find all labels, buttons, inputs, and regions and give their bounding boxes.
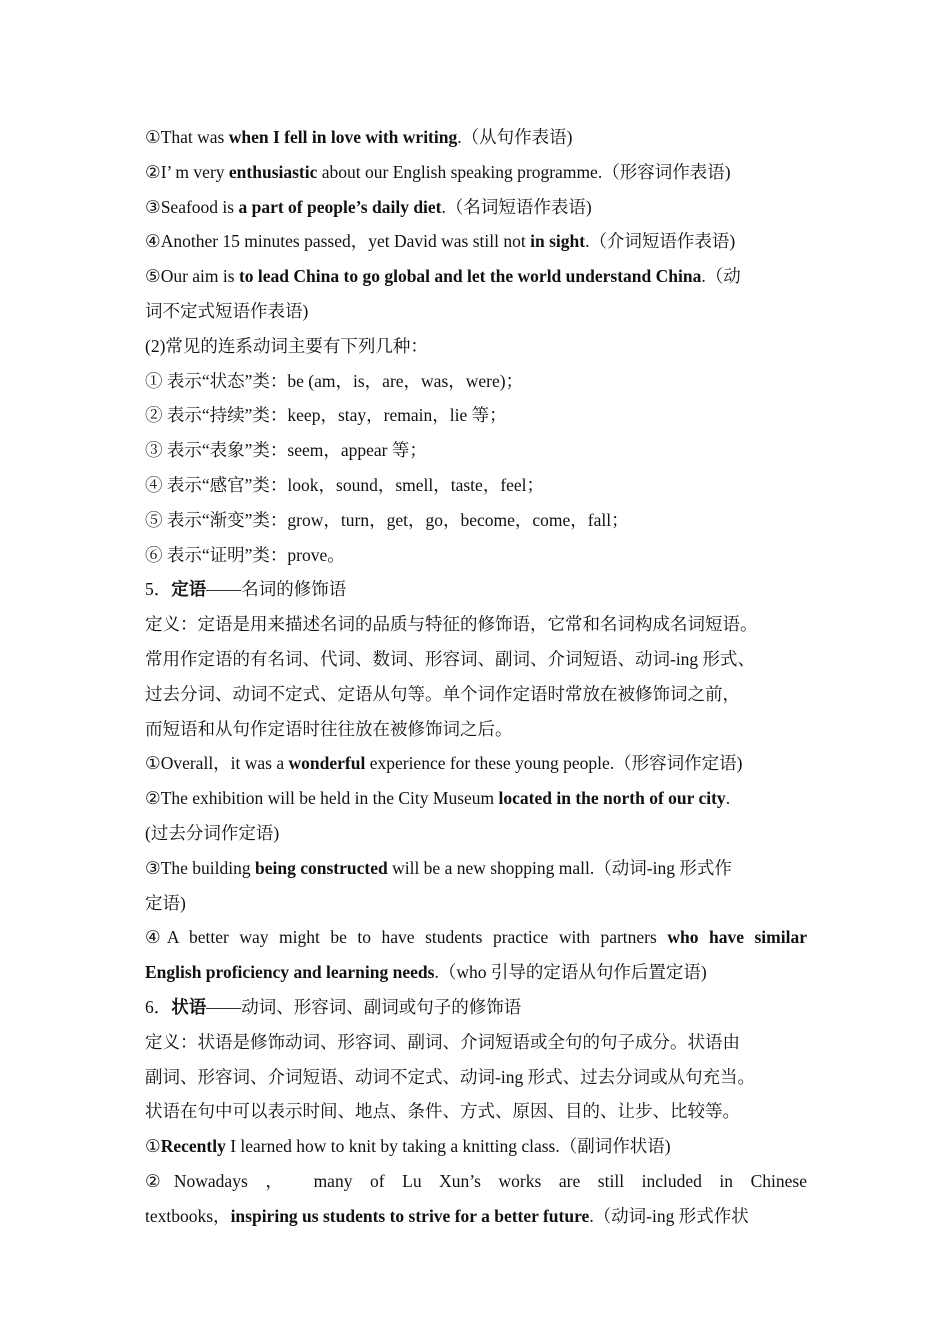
example-note: I learned how to knit by taking a knitting class.（副词作状语) [225,1136,671,1157]
linking-verb-item: ⑤ 表示“渐变”类：grow，turn，get，go，become，come，fall； [145,509,629,530]
predicative-example-5-continued: 词不定式短语作表语) [145,300,309,321]
example-number: ② [145,788,161,809]
example-text: Overall，it was a [160,753,289,774]
linking-verbs-heading: (2)常见的连系动词主要有下列几种： [145,335,428,356]
example-text: Our aim is [160,266,239,287]
predicative-example-3 [145,190,807,225]
attributive-example-2-continued: (过去分词作定语) [145,822,280,843]
example-bold: enthusiastic [228,161,318,182]
adverbial-example-2 [145,1164,807,1199]
definition-line: 而短语和从句作定语时往往放在被修饰词之后。 [145,718,513,739]
attributive-example-1 [145,746,807,781]
example-number: ④ [145,927,167,948]
example-note: .（动词-ing 形式作状 [589,1205,749,1226]
example-bold: in sight [530,231,586,252]
example-bold: to lead China to go global and let the world understand China [238,266,702,287]
example-text: Seafood is [160,196,239,217]
example-text: The exhibition will be held in the City Museum [160,788,499,809]
section-number: 6． [145,996,172,1017]
example-number: ① [145,1136,161,1157]
adverbial-example-2-continued [145,1199,807,1234]
linking-verb-item: ③ 表示“表象”类：seem，appear 等； [145,440,427,461]
example-number: ③ [145,857,161,878]
linking-verb-item: ④ 表示“感官”类：look，sound，smell，taste，feel； [145,474,545,495]
example-text: That was [160,127,229,147]
section-subtitle: ——动词、形容词、副词或句子的修饰语 [206,996,522,1017]
example-text: Nowadays ， many of Lu Xun’s works are still included in Chinese [173,1170,807,1191]
example-number: ① [145,753,161,774]
example-note: about our English speaking programme.（形容词作表语) [317,161,731,182]
example-number: ④ [145,231,161,252]
definition-line: 定义：定语是用来描述名词的品质与特征的修饰语，它常和名词构成名词短语。 [145,614,758,635]
example-text: A better way might be to have students practice with partners [166,927,668,948]
example-note: experience for these young people.（形容词作定语) [365,753,743,774]
example-bold: who have similar [667,927,807,948]
section-heading-attributive [145,572,807,607]
section-subtitle: ——名词的修饰语 [206,579,347,600]
document-page [145,120,807,1234]
definition-line: 状语在句中可以表示时间、地点、条件、方式、原因、目的、让步、比较等。 [145,1101,740,1122]
example-bold: Recently [160,1136,226,1157]
linking-verb-item: ② 表示“持续”类：keep，stay，remain，lie 等； [145,405,507,426]
example-note: will be a new shopping mall.（动词-ing 形式作 [387,857,732,878]
example-text: I’ m very [160,161,229,182]
example-bold: located in the north of our city [498,788,726,809]
adverbial-example-1 [145,1129,807,1164]
attributive-example-2 [145,781,807,816]
example-note: .（从句作表语) [457,127,573,147]
example-number: ② [145,161,161,182]
predicative-example-5 [145,259,807,294]
definition-line: 副词、形容词、介词短语、动词不定式、动词-ing 形式、过去分词或从句充当。 [145,1066,756,1087]
section-term: 定语 [171,579,207,600]
example-bold: being constructed [255,857,388,878]
linking-verb-item: ① 表示“状态”类：be (am，is，are，was，were)； [145,370,524,391]
example-text: Another 15 minutes passed，yet David was still not [160,231,531,252]
example-bold: a part of people’s daily diet [238,196,442,217]
example-note: . [725,788,731,809]
example-text: The building [160,857,255,878]
example-bold: when I fell in love with writing [228,127,458,147]
example-number: ③ [145,196,161,217]
predicative-example-4 [145,224,807,259]
example-bold: English proficiency and learning needs [145,962,435,983]
attributive-example-4 [145,920,807,955]
definition-line: 定义：状语是修饰动词、形容词、副词、介词短语或全句的句子成分。状语由 [145,1031,740,1052]
example-note: .（介词短语作表语) [585,231,736,252]
section-term: 状语 [171,996,207,1017]
definition-line: 过去分词、动词不定式、定语从句等。单个词作定语时常放在被修饰词之前， [145,683,740,704]
section-heading-adverbial [145,990,807,1025]
definition-line: 常用作定语的有名词、代词、数词、形容词、副词、介词短语、动词-ing 形式、 [145,648,756,669]
predicative-example-2 [145,155,807,190]
attributive-example-4-continued [145,955,807,990]
example-bold: inspiring us students to strive for a better future [230,1205,590,1226]
linking-verb-item: ⑥ 表示“证明”类：prove。 [145,544,345,565]
section-number: 5． [145,579,172,600]
example-number: ① [145,127,161,147]
attributive-example-3 [145,851,807,886]
predicative-example-1 [145,120,807,155]
example-number: ② [145,1170,174,1191]
attributive-example-3-continued: 定语) [145,892,186,913]
example-text: textbooks， [145,1205,231,1226]
example-number: ⑤ [145,266,161,287]
example-bold: wonderful [288,753,366,774]
example-note: .（who 引导的定语从句作后置定语) [434,962,707,983]
example-note: .（名词短语作表语) [441,196,592,217]
example-note: .（动 [701,266,741,287]
